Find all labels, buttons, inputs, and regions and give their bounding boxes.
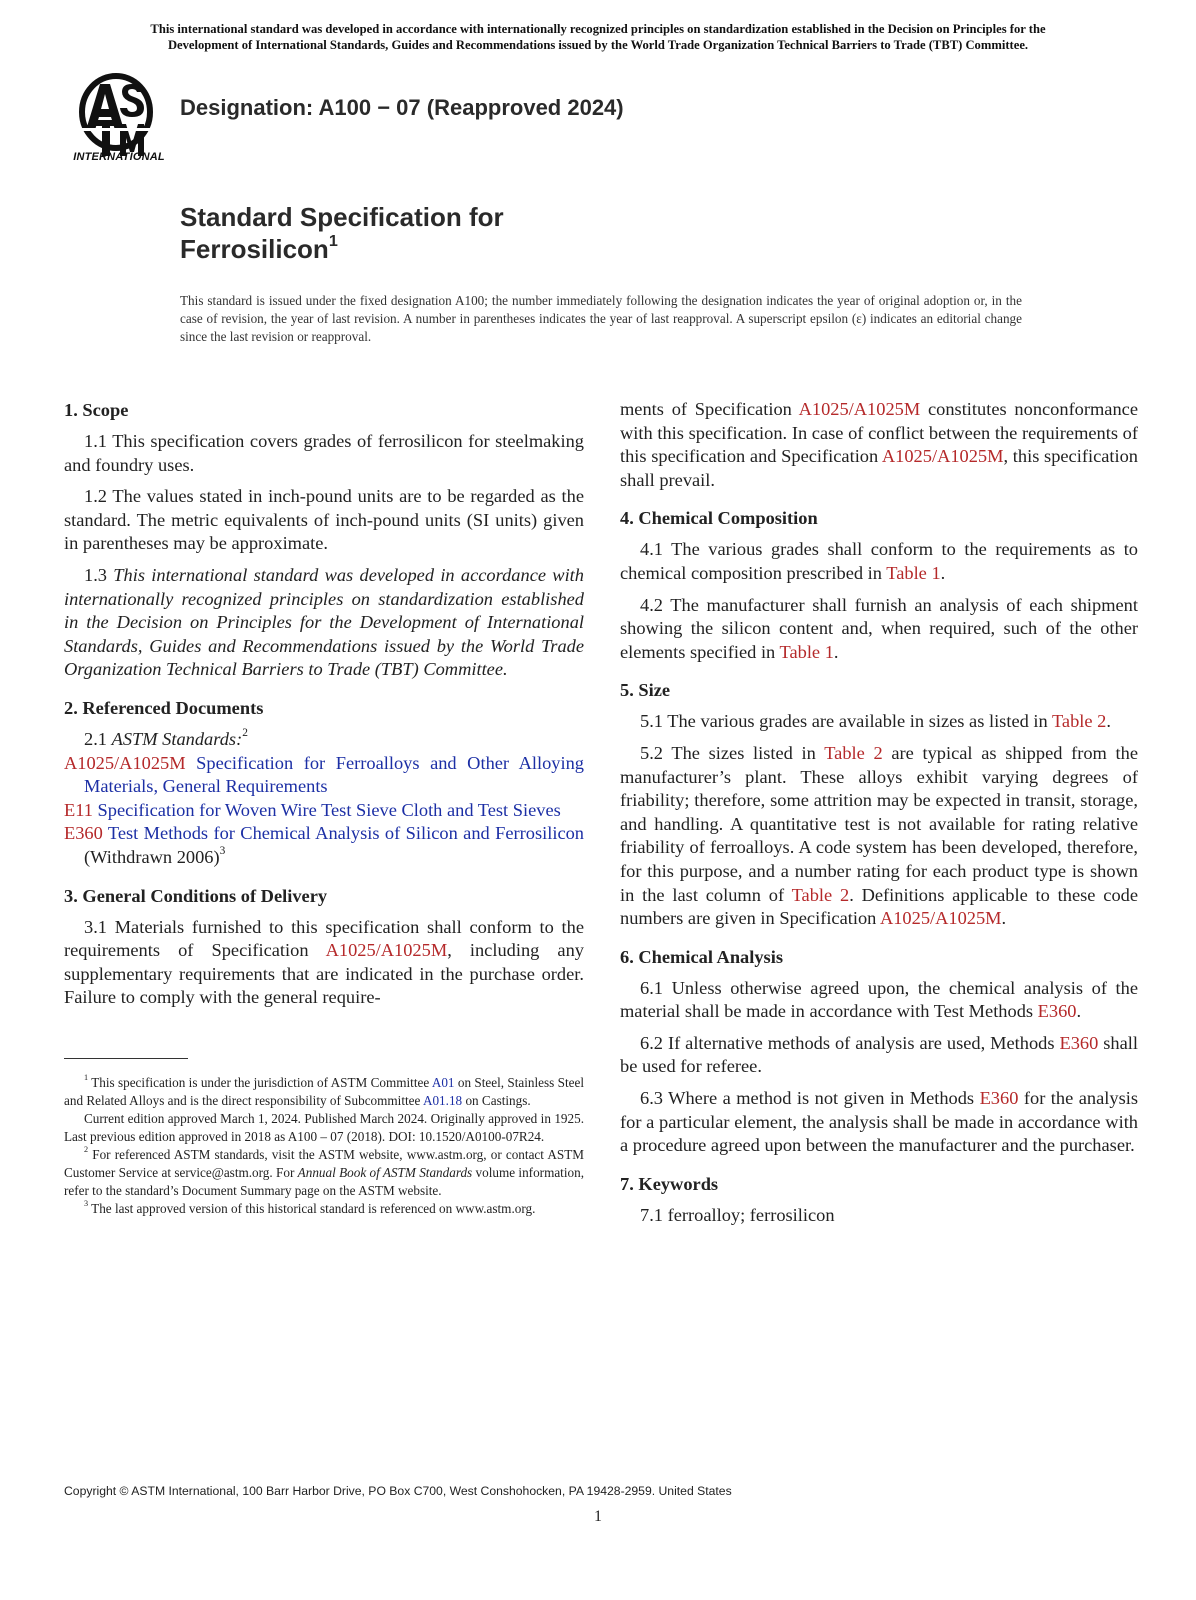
para-3-1-text-a: 3.1 Materials furnished to this specification shall conform to the requirements of Specification <box>64 916 584 961</box>
footnote-1-text-a: This specification is under the jurisdiction of ASTM Committee <box>88 1075 432 1090</box>
footnote-2 <box>64 1146 584 1200</box>
para-1-2: 1.2 The values stated in inch-pound units are to be regarded as the standard. The metric equivalents of inch-pound units (SI units) given in parentheses may be approximate. <box>64 486 584 554</box>
ref-e360-title-link[interactable]: Test Methods for Chemical Analysis of Silicon and Ferrosilicon <box>102 823 584 844</box>
para-4-1 <box>620 538 1138 585</box>
para-4-1-text-b: . <box>940 562 946 583</box>
para-5-2 <box>620 742 1138 931</box>
title-line-2 <box>180 233 504 265</box>
para-5-2-table-2-link-1[interactable]: Table 2 <box>824 742 883 763</box>
footnote-3-marker: 3 <box>84 1199 89 1209</box>
heading-general-conditions: 3. General Conditions of Delivery <box>64 885 328 906</box>
heading-referenced-documents: 2. Referenced Documents <box>64 697 264 718</box>
logo-text: INTERNATIONAL <box>73 151 165 163</box>
top-notice-line-2: Development of International Standards, Guides and Recommendations issued by the World Trade Organization Technical Barriers to Trade (TBT) Committee. <box>167 38 1029 52</box>
para-5-1 <box>620 710 1138 734</box>
title-text: Ferrosilicon <box>180 234 329 264</box>
para-5-1-text-b: . <box>1106 711 1111 732</box>
para-3-1-text-c: constitutes nonconformance with this specification. In case of conflict between the requirements of this specification and Specification <box>620 399 1138 467</box>
ref-e360-footnote-ref: 3 <box>219 845 226 858</box>
para-6-1-text-a: 6.1 Unless otherwise agreed upon, the chemical analysis of the material shall be made in accordance with Test Methods <box>620 977 1138 1022</box>
footnote-3-text: The last approved version of this historical standard is referenced on www.astm.org. <box>88 1201 536 1216</box>
designation: Designation: A100 − 07 (Reapproved 2024) <box>180 95 624 120</box>
para-1-3 <box>64 564 584 682</box>
para-5-2-text-c: . Definitions applicable to these code numbers are given in Specification <box>620 884 1139 929</box>
para-6-2-text-b: shall be used for referee. <box>620 1032 1138 1077</box>
para-7-1: 7.1 ferroalloy; ferrosilicon <box>640 1204 835 1225</box>
footnote-1-text-b: on Steel, Stainless Steel and Related Alloys and is the direct responsibility of Subcommittee <box>64 1075 584 1108</box>
para-4-2-text-a: 4.2 The manufacturer shall furnish an analysis of each shipment showing the silicon content and, when required, such of the other elements specified in <box>620 594 1138 662</box>
ref-e360-link[interactable]: E360 <box>64 823 103 844</box>
issue-note: This standard is issued under the fixed designation A100; the number immediately following the designation indicates the year of original adoption or, in the case of revision, the year of last revision. A number in parentheses indicates the year of last reapproval. A superscript epsilon (ε) indicates an editorial change since the last revision or reapproval. <box>180 293 1022 344</box>
para-5-2-a1025-link[interactable]: A1025/A1025M <box>879 908 1002 929</box>
footnote-2-text-a: For referenced ASTM standards, visit the ASTM website, www.astm.org, or contact ASTM Customer Service at service@astm.org. For <box>64 1147 584 1180</box>
title-line-1: Standard Specification for <box>180 202 504 232</box>
para-5-2-text-b: are typical as shipped from the manufacturer’s plant. These alloys exhibit varying degrees of friability; therefore, some attrition may be expected in transit, storage, and handling. A quantitative test is not available for rating relative friability of ferroalloys. A code system has been developed, therefore, for this purpose, and a number rating for each product type is shown in the last column of <box>620 742 1139 905</box>
top-notice <box>64 21 1132 53</box>
footnote-1-link-a01[interactable]: A01 <box>431 1075 455 1090</box>
footnote-1-text-c: on Castings. <box>462 1093 531 1108</box>
ref-e11 <box>64 799 584 823</box>
para-5-2-text-d: . <box>1001 908 1007 929</box>
right-column <box>620 398 1138 1235</box>
footnote-2-annual-book: Annual Book of ASTM Standards <box>297 1165 473 1180</box>
footnote-3 <box>64 1200 584 1218</box>
copyright: Copyright © ASTM International, 100 Barr Harbor Drive, PO Box C700, West Conshohocken, PA 19428-2959. United States <box>64 1484 732 1498</box>
ref-e11-link[interactable]: E11 <box>64 799 93 820</box>
para-5-2-table-2-link-2[interactable]: Table 2 <box>791 884 850 905</box>
para-4-2-table-1-link[interactable]: Table 1 <box>779 641 834 662</box>
para-3-1-link-2[interactable]: A1025/A1025M <box>798 399 921 419</box>
title-footnote-ref: 1 <box>328 231 338 250</box>
para-3-1-link-1[interactable]: A1025/A1025M <box>325 940 448 961</box>
footnote-1 <box>64 1074 584 1110</box>
para-3-1-link-3[interactable]: A1025/A1025M <box>881 446 1004 467</box>
para-6-2-e360-link[interactable]: E360 <box>1059 1032 1099 1053</box>
para-5-1-text-a: 5.1 The various grades are available in sizes as listed in <box>640 711 1052 732</box>
para-1-3-number: 1.3 <box>84 564 114 585</box>
para-6-1-text-b: . <box>1076 1001 1082 1022</box>
astm-standards-footnote-ref: 2 <box>242 727 248 740</box>
para-3-1-text-d: , this specification shall prevail. <box>620 446 1139 490</box>
footnote-2-marker: 2 <box>84 1145 89 1155</box>
footnote-2-text-b: volume information, refer to the standard’s Document Summary page on the ASTM website. <box>64 1165 584 1198</box>
ref-e360 <box>64 822 584 869</box>
para-1-3-text: This international standard was developed in accordance with internationally recognized principles on standardization established in the Decision on Principles for the Development of International Standards, Guides and Recommendations issued by the World Trade Organization Technical Barriers to Trade (TBT) Committee. <box>64 564 584 680</box>
footnote-1-link-a0118[interactable]: A01.18 <box>422 1093 463 1108</box>
para-6-1-e360-link[interactable]: E360 <box>1037 1001 1077 1022</box>
para-4-2-text-b: . <box>833 641 839 662</box>
heading-size: 5. Size <box>620 680 671 701</box>
para-3-1-part-2 <box>620 398 1138 492</box>
left-column <box>64 398 584 1010</box>
ref-e11-title-link[interactable]: Specification for Woven Wire Test Sieve Cloth and Test Sieves <box>92 799 561 820</box>
document-title <box>180 201 504 265</box>
para-4-1-text-a: 4.1 The various grades shall conform to the requirements as to chemical composition prescribed in <box>620 539 1138 583</box>
footnote-1-marker: 1 <box>84 1073 89 1083</box>
para-4-1-table-1-link[interactable]: Table 1 <box>886 562 941 583</box>
ref-a1025-link[interactable]: A1025/A1025M <box>64 752 186 773</box>
para-2-1-number: 2.1 <box>84 728 112 749</box>
top-notice-line-1: This international standard was developed in accordance with internationally recognized principles on standardization established in the Decision on Principles for the <box>150 22 1046 36</box>
footnotes <box>64 1074 584 1218</box>
footnote-divider <box>64 1058 188 1059</box>
para-6-3-text-b: for the analysis for a particular element, the analysis shall be made in accordance with a procedure agreed upon between the manufacturer and the purchaser. <box>620 1088 1138 1156</box>
para-5-2-text-a: 5.2 The sizes listed in <box>640 742 825 763</box>
ref-a1025 <box>64 752 584 799</box>
para-6-3-e360-link[interactable]: E360 <box>979 1088 1019 1109</box>
para-6-2 <box>620 1032 1138 1079</box>
astm-standards-label: ASTM Standards: <box>111 728 243 749</box>
ref-e360-withdrawn: (Withdrawn 2006) <box>84 846 220 867</box>
para-6-2-text-a: 6.2 If alternative methods of analysis are used, Methods <box>640 1032 1060 1053</box>
heading-chemical-composition: 4. Chemical Composition <box>620 508 818 529</box>
heading-keywords: 7. Keywords <box>620 1173 719 1194</box>
para-6-3-text-a: 6.3 Where a method is not given in Methods <box>640 1088 980 1109</box>
para-3-1-text-b-cont: ments of Specification <box>620 399 799 419</box>
footnote-1-edition: Current edition approved March 1, 2024. Published March 2024. Originally approved in 1925. Last previous edition approved in 2018 as A100 – 07 (2018). DOI: 10.1520/A0100-07R24. <box>64 1111 584 1144</box>
para-2-1 <box>64 728 584 752</box>
para-4-2 <box>620 594 1138 665</box>
para-3-1-text-b: , including any supplementary requirements that are indicated in the purchase order. Failure to comply with the general require- <box>64 940 584 1008</box>
para-6-3 <box>620 1087 1138 1158</box>
para-6-1 <box>620 977 1138 1024</box>
para-3-1-part-1 <box>64 916 584 1010</box>
heading-chemical-analysis: 6. Chemical Analysis <box>620 946 783 967</box>
ref-a1025-title-link[interactable]: Specification for Ferroalloys and Other Alloying Materials, General Requirements <box>84 752 584 797</box>
heading-scope: 1. Scope <box>64 400 129 420</box>
para-1-1: 1.1 This specification covers grades of ferrosilicon for steelmaking and foundry uses. <box>64 431 584 475</box>
page-number: 1 <box>594 1508 602 1525</box>
para-5-1-table-2-link[interactable]: Table 2 <box>1051 711 1107 732</box>
